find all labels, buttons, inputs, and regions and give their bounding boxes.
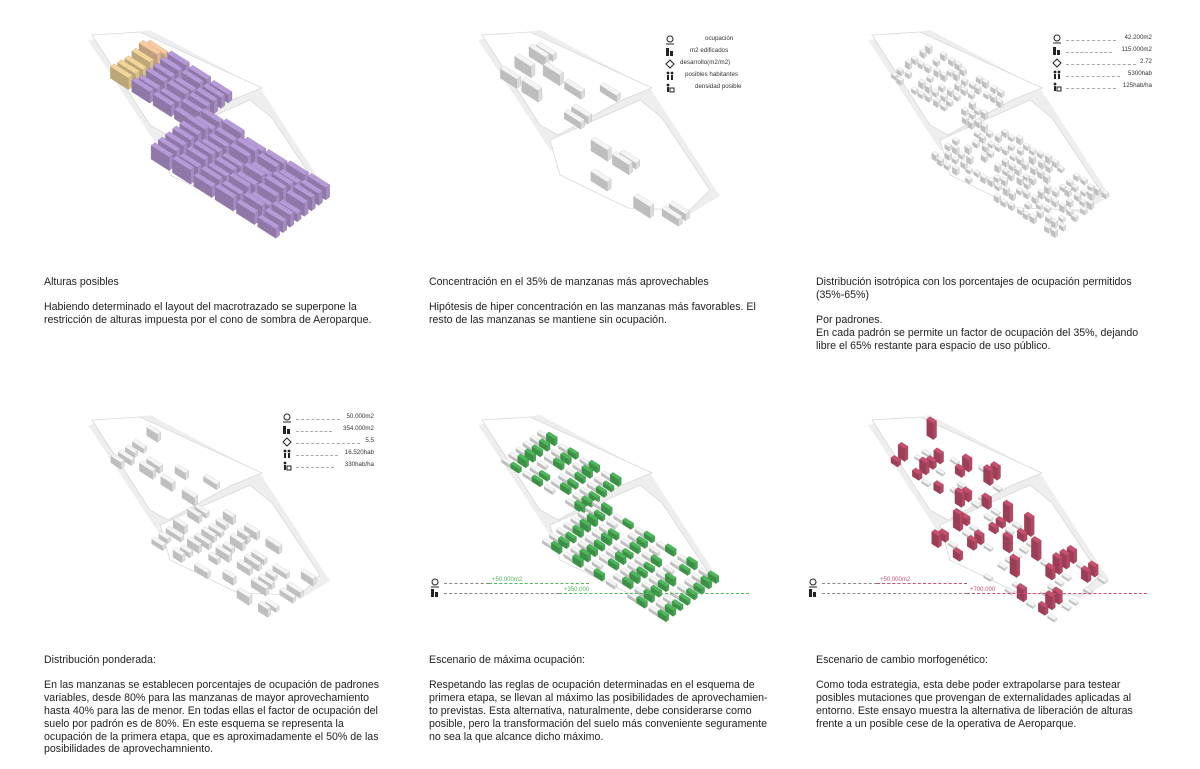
caption-title: Distribución isotrópica con los porcentajes de ocupación permitidos (35%-65%) <box>816 275 1132 301</box>
density-icon <box>282 461 292 471</box>
caption-body: Como toda estrategia, esta debe poder extrapolarse para testear posibles mutaciones que provengan de externalidades aplicadas al entorno. Este ensayo muestra la alternativa de liberación de alturas frente a un posible cese de la operativa de Aeroparque. <box>816 679 1133 730</box>
legend-ponderada <box>282 413 374 473</box>
bar-row <box>430 578 760 588</box>
inhabitants-icon <box>1052 70 1062 80</box>
building-face <box>1038 540 1041 561</box>
legend-value: 5.5 <box>365 437 374 444</box>
legend-value: 354.000m2 <box>343 425 374 432</box>
legend-row <box>282 449 374 461</box>
legend-value: 125hab/ha <box>1122 82 1152 89</box>
legend-row <box>282 413 374 425</box>
legend-row <box>665 71 780 83</box>
inhabitants-icon <box>282 449 292 459</box>
panel-alturas <box>0 0 390 378</box>
occupation-icon <box>665 35 675 45</box>
bar-legend-maxima <box>430 578 760 598</box>
bar-value: +50.000m2 <box>880 577 911 583</box>
caption-ponderada <box>44 641 389 769</box>
bar-row <box>430 588 760 598</box>
occupation-icon <box>1052 34 1062 44</box>
legend-isotropica <box>1052 34 1152 94</box>
legend-label: densidad posible <box>695 83 742 90</box>
legend-row <box>282 425 374 437</box>
legend-label: desarrollo(m2/m2) <box>680 59 731 66</box>
bar-value: +50.000m2 <box>492 577 523 583</box>
caption-morfogenetico <box>816 641 1186 743</box>
panel-morfogenetico <box>780 385 1200 757</box>
legend-row <box>1052 58 1152 70</box>
legend-value: 330hab/ha <box>344 461 374 468</box>
built-area-icon <box>808 588 818 598</box>
legend-row <box>1052 82 1152 94</box>
caption-body: Habiendo determinado el layout del macrotrazado se superpone la restricción de alturas impuesta por el cono de sombra de Aeroparque. <box>44 301 372 327</box>
caption-title: Alturas posibles <box>44 275 119 288</box>
legend-concentracion <box>665 35 780 95</box>
bar-value: +700.000 <box>970 587 996 593</box>
legend-value: 42.200m2 <box>1124 34 1152 41</box>
built-area-icon <box>282 425 292 435</box>
development-icon <box>665 59 675 69</box>
bar-row <box>808 588 1148 598</box>
building-face <box>933 421 936 440</box>
building-face <box>961 491 964 507</box>
legend-row <box>665 59 780 71</box>
occupation-icon <box>282 413 292 423</box>
panel-maxima <box>390 385 780 757</box>
building-face <box>1031 516 1034 537</box>
legend-value: 2.72 <box>1139 58 1152 65</box>
bar-legend-morfogenetico <box>808 578 1148 598</box>
development-icon <box>282 437 292 447</box>
caption-body: En las manzanas se establecen porcentajes de ocupación de padrones variables, desde 80% para las manzanas de mayor aprovechamiento hasta 40% para las de menor. En todas ellas el factor de ocupación del suelo por padrón es de 80%. En este esquema se representa la ocupación de la primera etapa, que es aproximadamente el 50% de las posibilidades de aprovechamniento. <box>44 679 380 756</box>
panel-isotropica <box>780 0 1200 378</box>
legend-value: 115.000m2 <box>1121 46 1152 53</box>
caption-body: Por padrones. En cada padrón se permite un factor de ocupación del 35%, dejando libre el 65% restante para espacio de uso público. <box>816 314 1139 352</box>
caption-maxima <box>429 641 779 756</box>
legend-row <box>282 461 374 473</box>
building-face <box>1010 504 1013 523</box>
caption-body: Hipótesis de hiper concentración en las manzanas más favorables. El resto de las manzanas se mantiene sin ocupación. <box>429 301 756 327</box>
caption-concentracion <box>429 263 779 340</box>
legend-row <box>665 35 780 47</box>
building-face <box>990 469 993 486</box>
legend-row <box>1052 46 1152 58</box>
caption-title: Distribución ponderada: <box>44 653 156 666</box>
caption-isotropica <box>816 263 1186 365</box>
legend-value: 16.520hab <box>344 449 374 456</box>
legend-row <box>282 437 374 449</box>
panel-ponderada <box>0 385 390 757</box>
legend-row <box>1052 70 1152 82</box>
building-face <box>1066 553 1069 569</box>
density-icon <box>665 83 675 93</box>
built-area-icon <box>1052 46 1062 56</box>
legend-row <box>665 47 780 59</box>
building-face <box>1009 536 1012 553</box>
axonometric-diagram-alturas <box>0 0 390 260</box>
legend-label: m2 edificados <box>690 47 729 54</box>
caption-alturas <box>44 263 394 340</box>
inhabitants-icon <box>665 71 675 81</box>
legend-label: ocupación <box>705 35 734 42</box>
legend-value: 50.000m2 <box>346 413 374 420</box>
legend-value: 5300hab <box>1127 70 1152 77</box>
caption-title: Escenario de cambio morfogenético: <box>816 653 988 666</box>
development-icon <box>1052 58 1062 68</box>
density-icon <box>1052 82 1062 92</box>
legend-row <box>665 83 780 95</box>
built-area-icon <box>430 588 440 598</box>
occupation-icon <box>808 578 818 588</box>
legend-row <box>1052 34 1152 46</box>
building-face <box>1016 558 1019 577</box>
caption-title: Concentración en el 35% de manzanas más aprovechables <box>429 275 709 288</box>
caption-title: Escenario de máxima ocupación: <box>429 653 586 666</box>
building-face <box>960 512 963 531</box>
building-face <box>1059 557 1062 575</box>
legend-label: posibles habitantes <box>685 71 738 78</box>
bar-value: +350.000 <box>564 587 590 593</box>
caption-body: Respetando las reglas de ocupación determinadas en el esquema de primera etapa, se llevan al máximo las posibilidades de aprovechamien- to previstas. Esta alternativa, naturalmente, debe considerarse como posible, pero la transformación del suelo más conveniente seguramente no sea la que alcance dicho máximo. <box>429 679 768 743</box>
panel-concentracion <box>390 0 780 378</box>
built-area-icon <box>665 47 675 57</box>
occupation-icon <box>430 578 440 588</box>
